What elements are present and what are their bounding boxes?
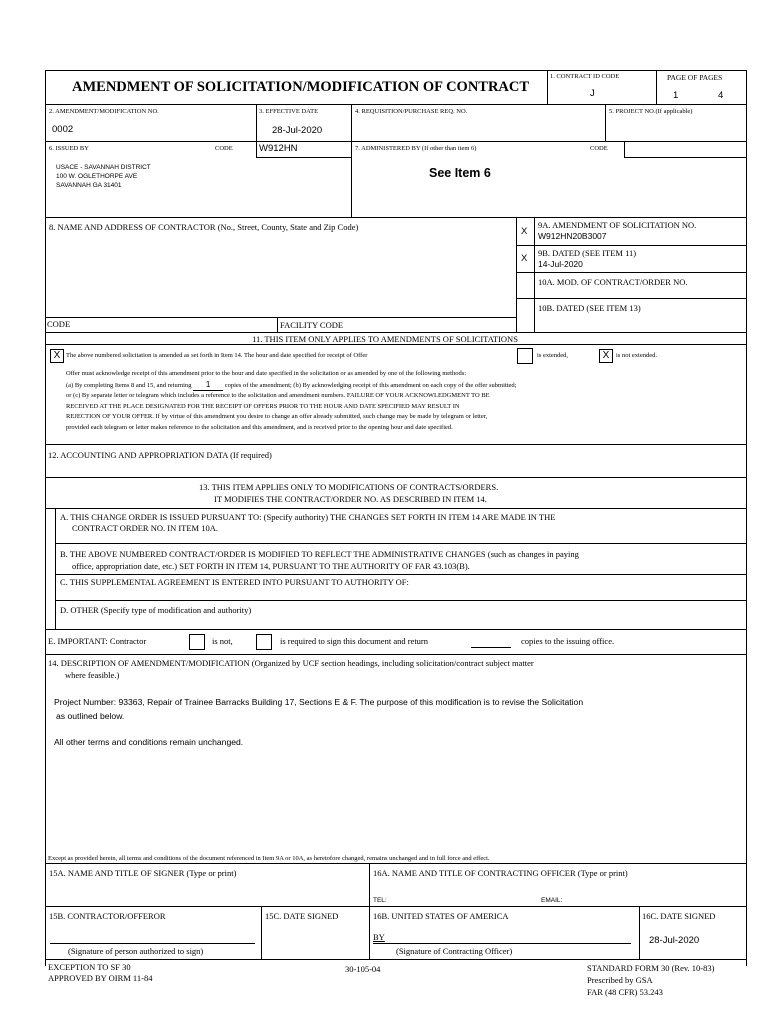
- footer-left-2: APPROVED BY OIRM 11-84: [48, 973, 153, 983]
- footer-right-2: Prescribed by GSA: [587, 975, 653, 985]
- page-of-pages-label: PAGE OF PAGES: [667, 73, 723, 82]
- amended-text: The above numbered solicitation is amended as set forth in Item 14. The hour and date specified for receipt of Offer: [66, 352, 368, 359]
- check-9a[interactable]: X: [521, 226, 528, 237]
- item-13a-line-1: A. THIS CHANGE ORDER IS ISSUED PURSUANT TO: (Specify authority) THE CHANGES SET FORTH IN ITEM 14 ARE MADE IN THE: [60, 512, 556, 522]
- contractor-code-label: CODE: [47, 319, 71, 329]
- checkbox-is-not[interactable]: [189, 634, 205, 650]
- copies-text: copies to the issuing office.: [521, 636, 615, 646]
- item-14-body-3: All other terms and conditions remain unchanged.: [54, 737, 244, 747]
- administered-by-value: See Item 6: [429, 166, 491, 180]
- amendment-no-label: 2. AMENDMENT/MODIFICATION NO.: [49, 108, 159, 115]
- instruction-line-6: provided each telegram or letter makes reference to the solicitation and this amendment, and is received prior to the opening hour and date specified.: [66, 423, 453, 431]
- item-13-heading-1: 13. THIS ITEM APPLIES ONLY TO MODIFICATIONS OF CONTRACTS/ORDERS.: [199, 482, 499, 492]
- checkbox-not-extended[interactable]: X: [599, 349, 613, 363]
- contractor-signature-line[interactable]: [50, 943, 255, 944]
- facility-code-label: FACILITY CODE: [280, 320, 344, 330]
- amendment-no-value[interactable]: 0002: [52, 124, 74, 135]
- item-13a-line-2: CONTRACT ORDER NO. IN ITEM 10A.: [72, 523, 218, 533]
- contract-id-label: 1. CONTRACT ID CODE: [550, 73, 620, 80]
- page-number: 1: [673, 90, 679, 101]
- checkbox-extended[interactable]: [517, 348, 533, 364]
- effective-date-value[interactable]: 28-Jul-2020: [272, 125, 323, 136]
- issued-code-value[interactable]: W912HN: [259, 143, 298, 154]
- project-no-label: 5. PROJECT NO.(If applicable): [609, 108, 693, 115]
- instruction-line-3: or (c) By separate letter or telegram which includes a reference to the solicitation and amendment numbers. FAILURE OF YOUR ACKNOWLEDGMENT TO BE: [66, 392, 490, 399]
- item-14-label-2: where feasible.): [65, 670, 120, 680]
- page-total: 4: [718, 90, 724, 101]
- by-label: BY: [373, 932, 385, 942]
- tel-label: TEL:: [373, 897, 387, 904]
- except-statement: Except as provided herein, all terms and conditions of the document referenced in Item 9A or 10A, as heretofore changed, remains unchanged and in full force and effect.: [48, 855, 490, 862]
- item-14-body-1: Project Number: 93363, Repair of Trainee Barracks Building 17, Sections E & F. The purpose of this modification is to revise the Solicitation: [54, 697, 584, 707]
- checkbox-amended[interactable]: X: [50, 349, 64, 363]
- issuer-address: [56, 163, 151, 190]
- item-16a-label: 16A. NAME AND TITLE OF CONTRACTING OFFICER (Type or print): [373, 868, 628, 878]
- administered-code-label: CODE: [590, 145, 608, 152]
- footer-left: [48, 962, 152, 984]
- copies-return-blank[interactable]: [471, 647, 511, 648]
- item-13b-line-1: B. THE ABOVE NUMBERED CONTRACT/ORDER IS MODIFIED TO REFLECT THE ADMINISTRATIVE CHANGES (such as changes in paying: [60, 549, 579, 559]
- not-extended-text: is not extended.: [616, 352, 657, 359]
- instruction-line-2a: (a) By completing Items 8 and 15, and returning: [66, 381, 192, 389]
- item-9b-label: 9B. DATED (SEE ITEM 11): [538, 248, 637, 258]
- officer-signature-caption: (Signature of Contracting Officer): [396, 946, 513, 956]
- extended-text: is extended,: [537, 352, 569, 359]
- issuer-line-1: USACE - SAVANNAH DISTRICT: [56, 164, 151, 171]
- issuer-line-3: SAVANNAH GA 31401: [56, 182, 122, 189]
- item-13d-line: D. OTHER (Specify type of modification and authority): [60, 605, 252, 615]
- item-11-heading: 11. THIS ITEM ONLY APPLIES TO AMENDMENTS OF SOLICITATIONS: [252, 334, 518, 344]
- instruction-line-5: REJECTION OF YOUR OFFER. If by virtue of this amendment you desire to change an offer already submitted, such change may be made by telegram or letter,: [66, 413, 488, 420]
- item-15c-label: 15C. DATE SIGNED: [265, 911, 339, 921]
- footer-right-3: FAR (48 CFR) 53.243: [587, 987, 663, 997]
- checkbox-is-required[interactable]: [256, 634, 272, 650]
- item-9a-label: 9A. AMENDMENT OF SOLICITATION NO.: [538, 220, 697, 230]
- instruction-line-2: [66, 380, 746, 392]
- item-12-label: 12. ACCOUNTING AND APPROPRIATION DATA (If required): [48, 450, 272, 460]
- footer-center: 30-105-04: [345, 964, 381, 974]
- instruction-line-1: Offer must acknowledge receipt of this amendment prior to the hour and date specified in the solicitation or as amended by one of the following methods:: [66, 370, 467, 377]
- administered-by-label: 7. ADMINISTERED BY (If other than item 6): [355, 145, 477, 152]
- check-9b[interactable]: X: [521, 253, 528, 264]
- requisition-no-label: 4. REQUISITION/PURCHASE REQ. NO.: [355, 108, 468, 115]
- item-14-label-1: 14. DESCRIPTION OF AMENDMENT/MODIFICATION (Organized by UCF section headings, including solicitation/contract subject matter: [48, 658, 534, 668]
- issuer-line-2: 100 W. OGLETHORPE AVE: [56, 173, 138, 180]
- item-10a-label: 10A. MOD. OF CONTRACT/ORDER NO.: [538, 277, 688, 287]
- item-16c-label: 16C. DATE SIGNED: [642, 911, 716, 921]
- item-13-heading-2: IT MODIFIES THE CONTRACT/ORDER NO. AS DESCRIBED IN ITEM 14.: [214, 494, 487, 504]
- footer-right-1: STANDARD FORM 30 (Rev. 10-83): [587, 963, 715, 973]
- is-not-text: is not,: [212, 636, 233, 646]
- form-title: AMENDMENT OF SOLICITATION/MODIFICATION OF CONTRACT: [72, 79, 530, 95]
- instruction-line-2b: copies of the amendment; (b) By acknowledging receipt of this amendment on each copy of the offer submitted;: [224, 381, 517, 389]
- item-10b-label: 10B. DATED (SEE ITEM 13): [538, 303, 641, 313]
- email-label: EMAIL:: [541, 897, 563, 904]
- contractor-signature-caption: (Signature of person authorized to sign): [68, 946, 204, 956]
- item-9b-value[interactable]: 14-Jul-2020: [538, 259, 583, 269]
- footer-right: [587, 962, 714, 998]
- footer-left-1: EXCEPTION TO SF 30: [48, 962, 131, 972]
- instruction-line-4: RECEIVED AT THE PLACE DESIGNATED FOR THE RECEIPT OF OFFERS PRIOR TO THE HOUR AND DATE SPECIFIED MAY RESULT IN: [66, 402, 460, 410]
- contractor-address-label: 8. NAME AND ADDRESS OF CONTRACTOR (No., Street, County, State and Zip Code): [49, 222, 359, 232]
- effective-date-label: 3. EFFECTIVE DATE: [259, 108, 319, 115]
- officer-signature-line[interactable]: [373, 943, 631, 944]
- important-label: E. IMPORTANT: Contractor: [48, 636, 147, 646]
- item-14-body-2: as outlined below.: [56, 711, 125, 721]
- issued-code-label: CODE: [215, 145, 233, 152]
- item-16b-label: 16B. UNITED STATES OF AMERICA: [373, 911, 509, 921]
- item-9a-value[interactable]: W912HN20B3007: [538, 231, 607, 241]
- issued-by-label: 6. ISSUED BY: [49, 145, 89, 152]
- item-15a-label: 15A. NAME AND TITLE OF SIGNER (Type or print): [49, 868, 237, 878]
- contract-id-value[interactable]: J: [590, 88, 595, 99]
- item-13b-line-2: office, appropriation date, etc.) SET FORTH IN ITEM 14, PURSUANT TO THE AUTHORITY OF FAR 43.103(B).: [72, 561, 470, 571]
- item-11-instructions: [66, 369, 746, 433]
- is-required-text: is required to sign this document and return: [280, 636, 429, 646]
- date-signed-16c[interactable]: 28-Jul-2020: [649, 935, 700, 946]
- copies-count[interactable]: 1: [193, 380, 223, 392]
- item-13c-line: C. THIS SUPPLEMENTAL AGREEMENT IS ENTERED INTO PURSUANT TO AUTHORITY OF:: [60, 577, 409, 587]
- item-15b-label: 15B. CONTRACTOR/OFFEROR: [49, 911, 166, 921]
